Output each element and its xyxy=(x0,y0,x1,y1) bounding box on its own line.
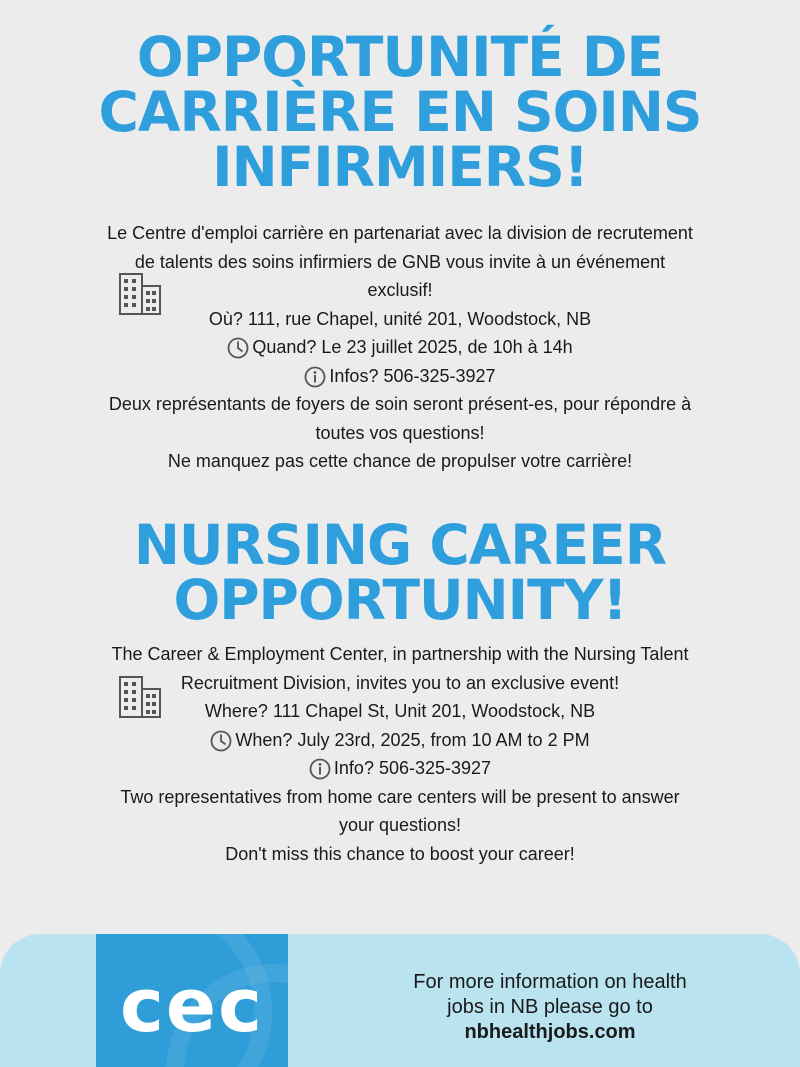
footer-info xyxy=(360,970,740,1045)
building-icon xyxy=(118,675,162,719)
english-when xyxy=(0,726,800,755)
french-intro-line: Le Centre d'emploi carrière en partenariat avec la division de recrutement xyxy=(107,223,693,243)
french-closing-line: toutes vos questions! xyxy=(315,422,485,443)
english-title-line: NURSING CAREER xyxy=(133,513,667,577)
english-closing-line: Two representatives from home care centers will be present to answer xyxy=(120,786,680,807)
footer-banner xyxy=(0,934,800,1067)
clock-icon xyxy=(227,337,249,359)
french-info-text: Infos? 506-325-3927 xyxy=(329,365,496,386)
footer-info-line: jobs in NB please go to xyxy=(447,996,653,1018)
footer-info-line: For more information on health xyxy=(413,971,687,993)
english-info xyxy=(0,754,800,783)
footer-url-link[interactable]: nbhealthjobs.com xyxy=(464,1021,636,1043)
clock-icon xyxy=(210,730,232,752)
info-icon xyxy=(304,366,326,388)
french-title-line: INFIRMIERS! xyxy=(212,135,588,199)
french-where-text: Où? 111, rue Chapel, unité 201, Woodstock, NB xyxy=(208,308,592,329)
english-closing-line: Don't miss this chance to boost your career! xyxy=(225,843,575,864)
french-closing-line: Deux représentants de foyers de soin seront présent-es, pour répondre à xyxy=(108,394,692,414)
english-closing-line: your questions! xyxy=(338,815,462,835)
info-icon xyxy=(309,758,331,780)
english-title xyxy=(0,513,800,632)
french-when-text: Quand? Le 23 juillet 2025, de 10h à 14h xyxy=(252,337,573,357)
french-when xyxy=(0,333,800,362)
french-section xyxy=(0,25,800,476)
cec-logo xyxy=(96,934,288,1067)
english-intro-line: The Career & Employment Center, in partnership with the Nursing Talent xyxy=(111,644,689,664)
french-intro-line: exclusif! xyxy=(367,280,433,300)
french-title-line: CARRIÈRE EN SOINS xyxy=(98,80,702,144)
english-where-text: Where? 111 Chapel St, Unit 201, Woodstock, NB xyxy=(204,701,596,721)
english-intro-line: Recruitment Division, invites you to an exclusive event! xyxy=(180,672,620,693)
english-title-line: OPPORTUNITY! xyxy=(173,568,627,632)
english-when-text: When? July 23rd, 2025, from 10 AM to 2 PM xyxy=(235,729,590,750)
english-info-text: Info? 506-325-3927 xyxy=(333,758,492,778)
french-body xyxy=(0,219,800,476)
french-title xyxy=(0,25,800,199)
cec-logo-text: cec xyxy=(120,963,264,1049)
french-info xyxy=(0,362,800,391)
french-title-line: OPPORTUNITÉ DE xyxy=(136,25,664,89)
building-icon xyxy=(118,272,162,316)
french-intro-line: de talents des soins infirmiers de GNB vous invite à un événement xyxy=(134,251,666,272)
french-closing-line: Ne manquez pas cette chance de propulser votre carrière! xyxy=(167,451,633,471)
